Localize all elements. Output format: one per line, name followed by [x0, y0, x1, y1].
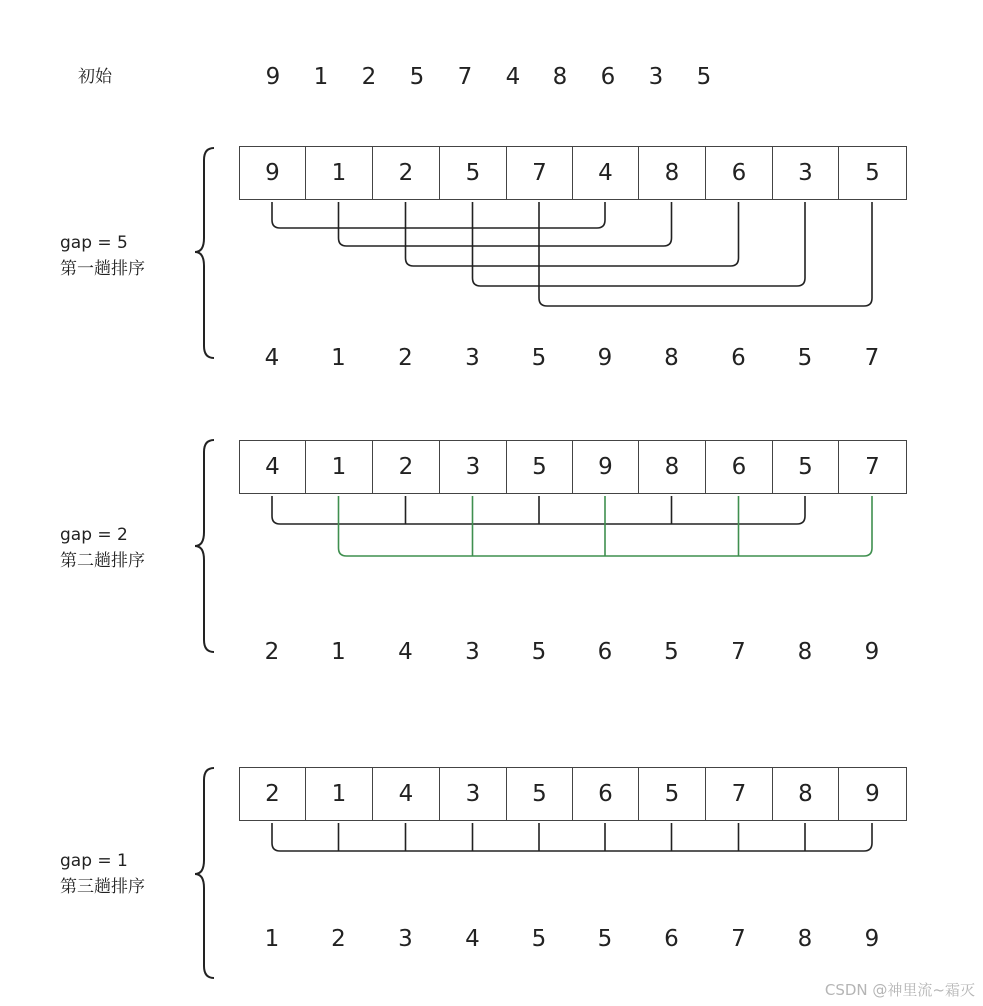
initial-value: 3 — [648, 64, 664, 90]
result-value: 9 — [864, 639, 880, 665]
result-value: 3 — [465, 345, 480, 371]
initial-value: 9 — [265, 64, 281, 90]
result-value: 9 — [864, 926, 880, 952]
result-value: 1 — [331, 639, 346, 665]
watermark: CSDN @神里流~霜灭 — [824, 981, 975, 999]
array-cell: 1 — [305, 146, 373, 200]
array-cell: 5 — [838, 146, 907, 200]
pass2-title: 第二趟排序 — [60, 551, 145, 571]
pass1-brace — [195, 148, 214, 358]
gap5-group-connector — [272, 202, 605, 228]
array-cell: 9 — [239, 146, 306, 200]
array-cell: 9 — [572, 440, 639, 494]
result-value: 6 — [597, 639, 613, 665]
array-cell: 2 — [372, 440, 440, 494]
array-cell: 1 — [305, 440, 373, 494]
result-value: 2 — [331, 926, 346, 952]
initial-value: 4 — [505, 64, 521, 90]
initial-value: 1 — [313, 64, 329, 90]
result-value: 2 — [398, 345, 413, 371]
array-cell: 5 — [772, 440, 839, 494]
initial-value: 8 — [552, 64, 568, 90]
pass2-brace — [195, 440, 214, 652]
gap2-group-connector — [272, 496, 805, 524]
result-value: 7 — [731, 926, 746, 952]
array-cell: 8 — [772, 767, 839, 821]
result-value: 3 — [398, 926, 413, 952]
initial-value: 5 — [696, 64, 712, 90]
result-value: 2 — [264, 639, 280, 665]
array-cell: 3 — [439, 767, 507, 821]
gap5-group-connector — [406, 202, 739, 266]
result-value: 5 — [797, 345, 813, 371]
result-value: 5 — [531, 345, 547, 371]
initial-label: 初始 — [78, 67, 112, 87]
array-cell: 5 — [506, 767, 573, 821]
array-cell: 9 — [838, 767, 907, 821]
pass1-title: 第一趟排序 — [60, 259, 145, 279]
gap5-group-connector — [339, 202, 672, 246]
array-cell: 5 — [439, 146, 507, 200]
initial-value: 5 — [409, 64, 425, 90]
array-cell: 7 — [506, 146, 573, 200]
array-cell: 5 — [506, 440, 573, 494]
pass1-gap-label: gap = 5 — [60, 233, 128, 253]
result-value: 4 — [264, 345, 280, 371]
array-cell: 8 — [638, 146, 706, 200]
pass3-gap-label: gap = 1 — [60, 851, 128, 871]
result-value: 1 — [264, 926, 280, 952]
result-value: 6 — [664, 926, 679, 952]
gap2-group-connector — [339, 496, 873, 556]
result-value: 5 — [531, 639, 547, 665]
array-cell: 6 — [572, 767, 639, 821]
array-cell: 2 — [372, 146, 440, 200]
pass3-title: 第三趟排序 — [60, 877, 145, 897]
result-value: 6 — [731, 345, 746, 371]
array-cell: 7 — [705, 767, 773, 821]
result-value: 9 — [597, 345, 613, 371]
initial-value: 2 — [361, 64, 377, 90]
result-value: 5 — [664, 639, 679, 665]
result-value: 7 — [864, 345, 880, 371]
result-value: 3 — [465, 639, 480, 665]
array-cell: 4 — [239, 440, 306, 494]
array-cell: 5 — [638, 767, 706, 821]
result-value: 8 — [664, 345, 679, 371]
result-value: 5 — [597, 926, 613, 952]
array-cell: 3 — [439, 440, 507, 494]
initial-value: 7 — [457, 64, 473, 90]
array-cell: 6 — [705, 440, 773, 494]
result-value: 4 — [398, 639, 413, 665]
pass3-brace — [195, 768, 214, 978]
array-cell: 4 — [572, 146, 639, 200]
result-value: 1 — [331, 345, 346, 371]
array-cell: 1 — [305, 767, 373, 821]
result-value: 7 — [731, 639, 746, 665]
pass2-gap-label: gap = 2 — [60, 525, 128, 545]
gap1-group-connector — [272, 823, 872, 851]
array-cell: 4 — [372, 767, 440, 821]
gap5-group-connector — [539, 202, 872, 306]
array-cell: 7 — [838, 440, 907, 494]
result-value: 8 — [797, 639, 813, 665]
result-value: 5 — [531, 926, 547, 952]
array-cell: 8 — [638, 440, 706, 494]
array-cell: 2 — [239, 767, 306, 821]
result-value: 8 — [797, 926, 813, 952]
array-cell: 6 — [705, 146, 773, 200]
array-cell: 3 — [772, 146, 839, 200]
initial-value: 6 — [600, 64, 616, 90]
result-value: 4 — [465, 926, 480, 952]
gap5-group-connector — [473, 202, 806, 286]
